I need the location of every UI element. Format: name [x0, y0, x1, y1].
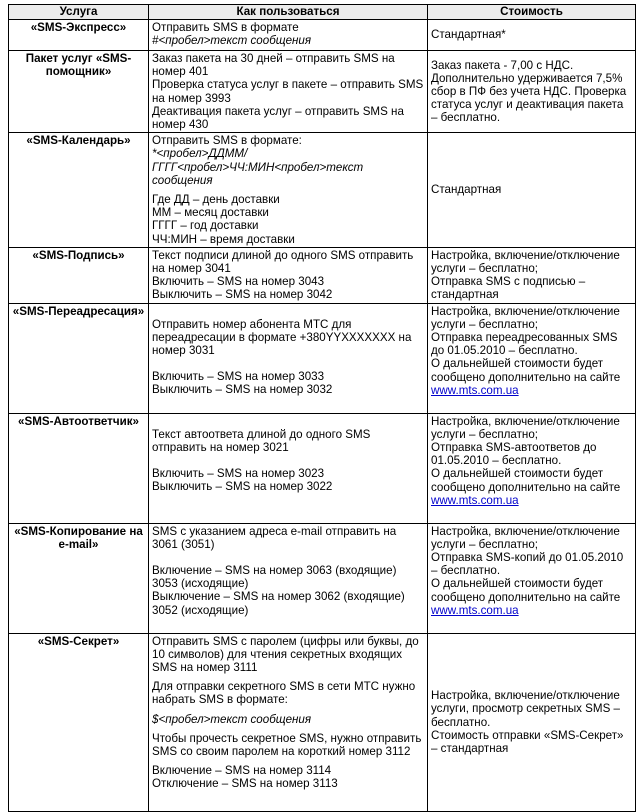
usage-cell: [149, 20, 428, 51]
cost-line: Настройка, включение/отключение услуги, просмотр секретных SMS – бесплатно.: [431, 689, 620, 729]
usage-line: ММ – месяц доставки: [152, 206, 269, 220]
cost-line: Отправка SMS с подписью – стандартная: [431, 275, 586, 302]
service-name: «SMS-Автоответчик»: [9, 413, 149, 523]
cost-line: Настройка, включение/отключение услуги – бесплатно;: [431, 524, 620, 551]
cost-line: О дальнейшей стоимости будет сообщено дополнительно на сайте www.mts.com.ua: [431, 577, 621, 617]
service-name: Пакет услуг «SMS-помощник»: [9, 51, 149, 133]
cost-line: Настройка, включение/отключение услуги – бесплатно;: [431, 414, 620, 441]
table-row: [9, 20, 636, 51]
table-row: [9, 247, 636, 303]
table-row: [9, 523, 636, 633]
usage-line: Включить – SMS на номер 3023: [152, 467, 325, 481]
usage-line: Отправить SMS с паролем (цифры или буквы, до 10 символов) для чтения секретных входящих SMS на номер 3111: [152, 634, 419, 675]
usage-line: Включить – SMS на номер 3033: [152, 370, 325, 384]
cost-cell: [428, 51, 636, 133]
usage-line: Отправить номер абонента МТС для переадресации в формате +380YYXXXXXXX на номер 3031: [152, 317, 412, 358]
cost-line: Отправка переадресованных SMS до 01.05.2010 – бесплатно.: [431, 331, 618, 358]
usage-line: Отключение – SMS на номер 3113: [152, 777, 338, 791]
service-name: «SMS-Переадресация»: [9, 303, 149, 413]
table-row: [9, 303, 636, 413]
usage-line: Деактивация пакета услуг – отправить SMS на номер 430: [152, 104, 404, 132]
usage-line: Отправить SMS в формате: [152, 21, 299, 34]
table-row: [9, 413, 636, 523]
cost-line: Настройка, включение/отключение услуги – бесплатно;: [431, 304, 620, 331]
usage-format: *<пробел>ДДММ/ГГГГ<пробел>ЧЧ:МИН<пробел>текст сообщения: [152, 147, 364, 187]
mts-site-link[interactable]: www.mts.com.ua: [431, 603, 519, 617]
table-row: [9, 51, 636, 133]
service-name: «SMS-Копирование на e-mail»: [9, 523, 149, 633]
header-row: [9, 5, 636, 20]
usage-cell: [149, 633, 428, 811]
usage-line: Выключить – SMS на номер 3022: [152, 480, 333, 494]
mts-site-link[interactable]: www.mts.com.ua: [431, 493, 519, 507]
usage-line: Выключить – SMS на номер 3032: [152, 383, 333, 397]
usage-line: Проверка статуса услуг в пакете – отправить SMS на номер 3993: [152, 78, 424, 105]
usage-line: Текст подписи длиной до одного SMS отправить на номер 3041: [152, 248, 414, 276]
usage-cell: [149, 303, 428, 413]
cost-line: Настройка, включение/отключение услуги – бесплатно;: [431, 248, 620, 276]
services-table: [8, 4, 636, 812]
usage-line: Отправить SMS в формате:: [152, 134, 302, 148]
table-row: [9, 133, 636, 248]
cost-cell: [428, 303, 636, 413]
service-name: «SMS-Экспресс»: [9, 20, 149, 51]
usage-cell: [149, 413, 428, 523]
cost-cell: [428, 133, 636, 248]
usage-cell: [149, 523, 428, 633]
usage-cell: [149, 247, 428, 303]
table-row: [9, 633, 636, 811]
usage-line: Чтобы прочесть секретное SMS, нужно отправить SMS со своим паролем на короткий номер 3112: [152, 731, 422, 759]
cost-cell: [428, 523, 636, 633]
usage-line: Заказ пакета на 30 дней – отправить SMS на номер 401: [152, 52, 395, 79]
cost-cell: [428, 247, 636, 303]
usage-format: #<пробел>текст сообщения: [152, 34, 312, 48]
usage-line: ЧЧ:МИН – время доставки: [152, 232, 295, 246]
usage-cell: [149, 133, 428, 248]
header-usage: Как пользоваться: [149, 5, 428, 20]
usage-line: Включение – SMS на номер 3114: [152, 764, 332, 778]
usage-line: SMS с указанием адреса e-mail отправить на 3061 (3051): [152, 524, 397, 551]
cost-line: Заказ пакета - 7,00 с НДС. Дополнительно удерживается 7,5% сбор в ПФ без учета НДС. Проверка статуса услуг и деактивация пакета – бесплатно.: [431, 58, 627, 125]
cost-line: О дальнейшей стоимости будет сообщено дополнительно на сайте www.mts.com.ua: [431, 467, 621, 507]
usage-cell: [149, 51, 428, 133]
usage-line: Выключение – SMS на номер 3062 (входящие) 3052 (исходящие): [152, 590, 405, 617]
usage-line: Текст автоответа длиной до одного SMS отправить на номер 3021: [152, 427, 371, 454]
usage-line: Где ДД – день доставки: [152, 193, 280, 207]
cost-line: Отправка SMS-автоответов до 01.05.2010 – бесплатно.: [431, 441, 597, 468]
cost-cell: [428, 413, 636, 523]
usage-line: Для отправки секретного SMS в сети МТС нужно набрать SMS в формате:: [152, 680, 416, 707]
usage-line: ГГГГ – год доставки: [152, 219, 259, 233]
cost-line: Отправка SMS-копий до 01.05.2010 – бесплатно.: [431, 551, 624, 578]
cost-cell: [428, 20, 636, 51]
header-service: Услуга: [9, 5, 149, 20]
service-name: «SMS-Календарь»: [9, 133, 149, 248]
cost-line: О дальнейшей стоимости будет сообщено дополнительно на сайте www.mts.com.ua: [431, 357, 621, 397]
header-cost: Стоимость: [428, 5, 636, 20]
service-name: «SMS-Секрет»: [9, 633, 149, 811]
usage-line: Включить – SMS на номер 3043: [152, 275, 325, 289]
usage-line: Выключить – SMS на номер 3042: [152, 288, 333, 302]
cost-cell: [428, 633, 636, 811]
cost-line: Стандартная: [431, 183, 502, 197]
mts-site-link[interactable]: www.mts.com.ua: [431, 383, 519, 397]
service-name: «SMS-Подпись»: [9, 247, 149, 303]
cost-line: Стоимость отправки «SMS-Секрет» – стандартная: [431, 728, 624, 755]
usage-line: Включение – SMS на номер 3063 (входящие) 3053 (исходящие): [152, 564, 397, 591]
cost-line: Стандартная*: [431, 28, 506, 42]
usage-format: $<пробел>текст сообщения: [152, 712, 312, 726]
